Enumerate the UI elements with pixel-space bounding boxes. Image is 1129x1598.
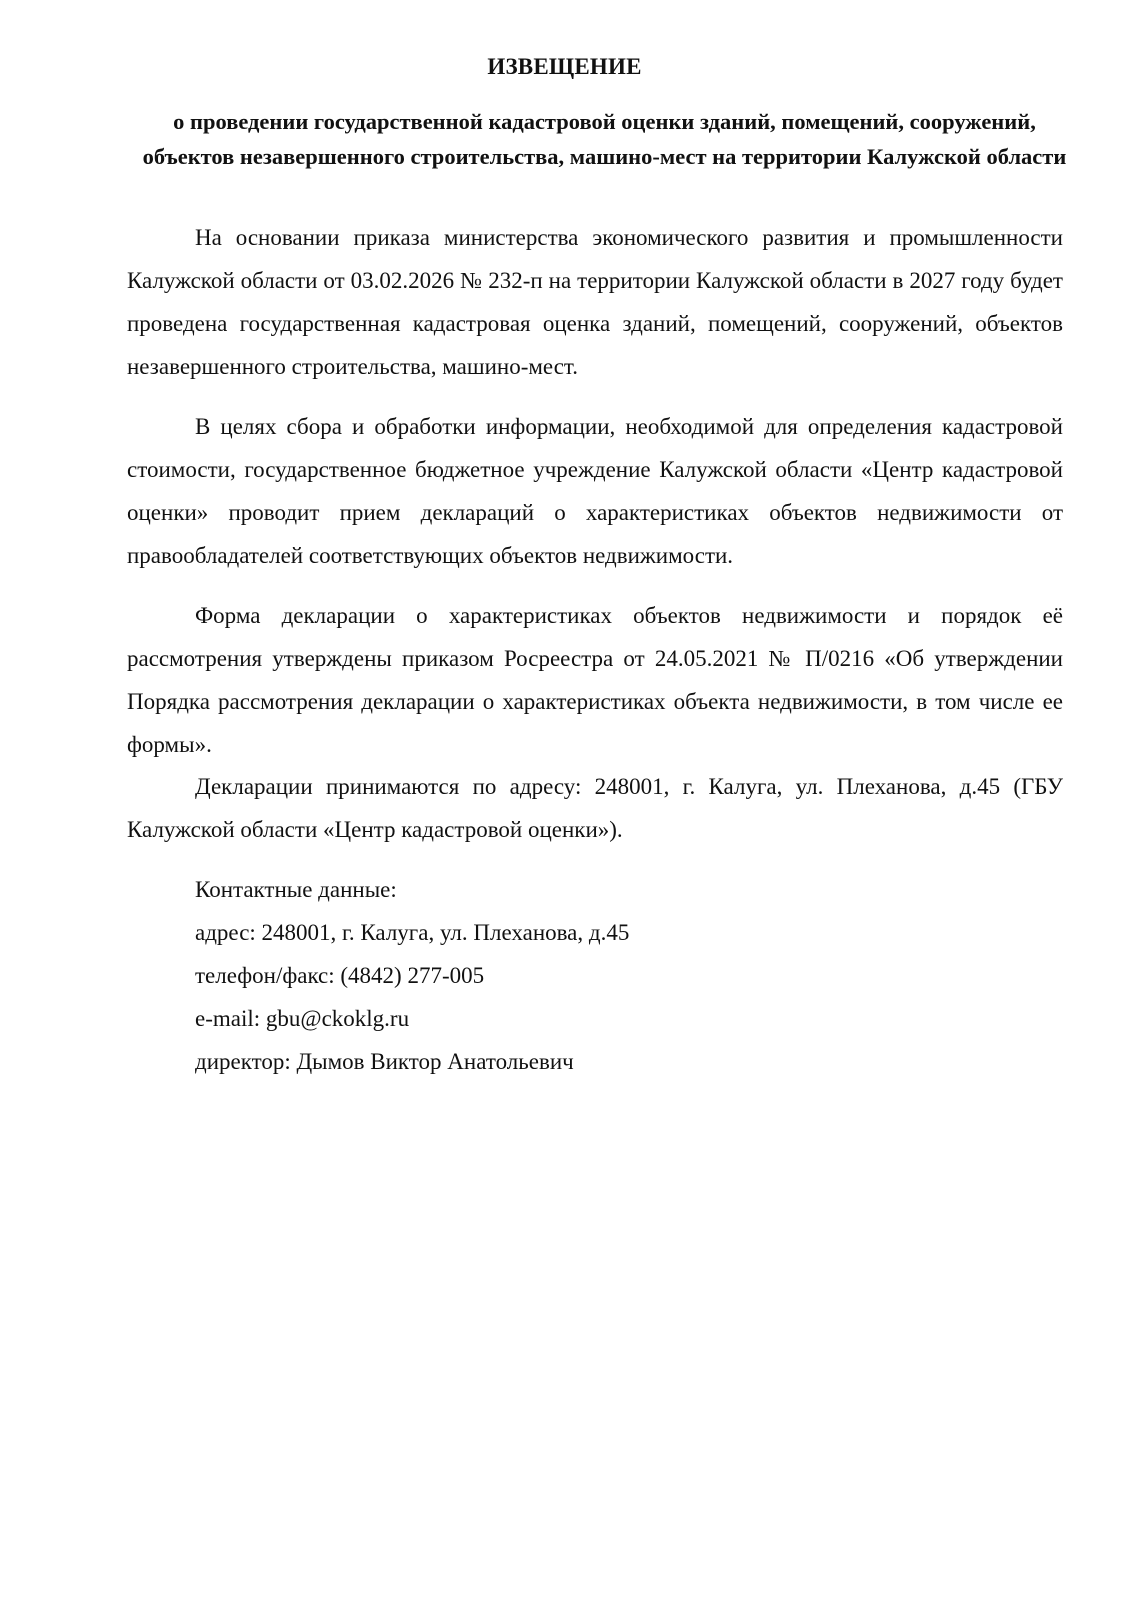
contact-email: e-mail: gbu@ckoklg.ru xyxy=(195,1006,410,1031)
document-title: ИЗВЕЩЕНИЕ xyxy=(487,54,642,79)
paragraph-declaration-collection: В целях сбора и обработки информации, необходимой для определения кадастровой стоимости, государственное бюджетное учреждение Калужской области «Центр кадастровой оценки» проводит прием деклараций о характеристиках объектов недвижимости от правообладателей соответствующих объектов недвижимости. xyxy=(127,414,1063,568)
contact-director: директор: Дымов Виктор Анатольевич xyxy=(195,1049,574,1074)
document-subtitle: о проведении государственной кадастровой оценки зданий, помещений, сооружений, объектов незавершенного строительства, машино-мест на территории Калужской области xyxy=(142,109,1067,169)
contacts-block xyxy=(195,868,1065,1083)
contacts-heading: Контактные данные: xyxy=(195,877,397,902)
contact-address: адрес: 248001, г. Калуга, ул. Плеханова, д.45 xyxy=(195,920,630,945)
paragraph-declaration-form: Форма декларации о характеристиках объектов недвижимости и порядок её рассмотрения утверждены приказом Росреестра от 24.05.2021 № П/0216 «Об утверждении Порядка рассмотрения декларации о характеристиках объекта недвижимости, в том числе ее формы». xyxy=(127,603,1063,757)
paragraph-order-basis: На основании приказа министерства экономического развития и промышленности Калужской области от 03.02.2026 № 232-п на территории Калужской области в 2027 году будет проведена государственная кадастровая оценка зданий, помещений, сооружений, объектов незавершенного строительства, машино-мест. xyxy=(127,225,1063,379)
paragraph-submission-address: Декларации принимаются по адресу: 248001, г. Калуга, ул. Плеханова, д.45 (ГБУ Калужской области «Центр кадастровой оценки»). xyxy=(127,774,1063,842)
contact-phone: телефон/факс: (4842) 277-005 xyxy=(195,963,485,988)
